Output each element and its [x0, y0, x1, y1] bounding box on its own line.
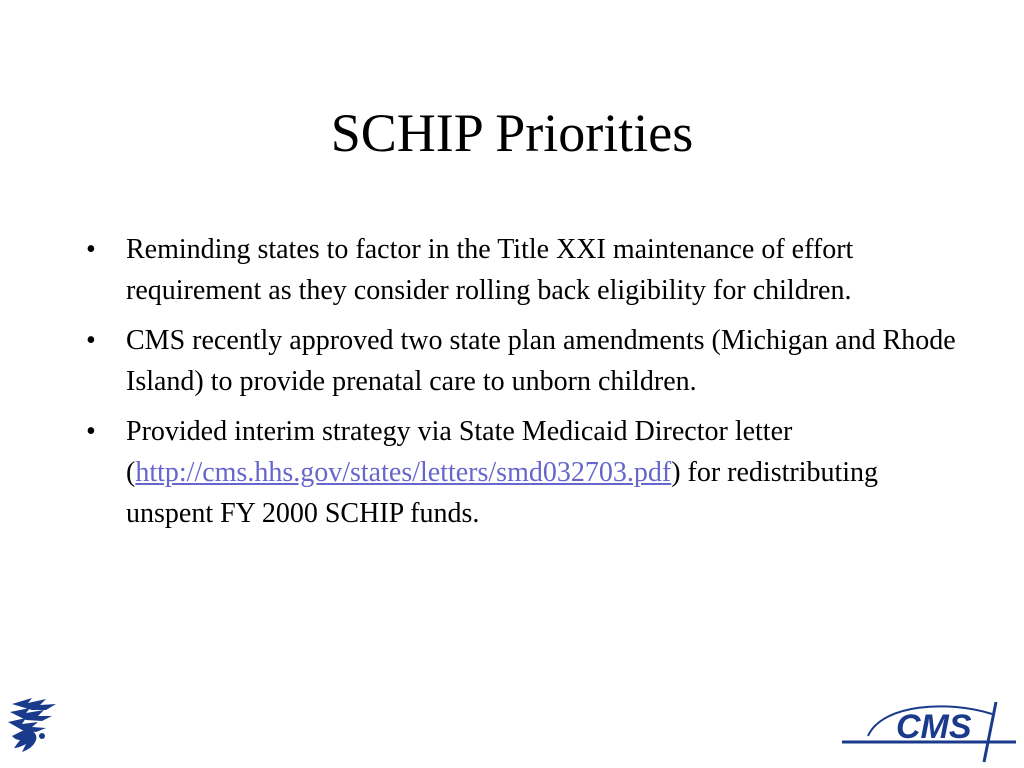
bullet-marker: • [86, 234, 96, 265]
bullet-marker: • [86, 325, 96, 356]
smd-letter-link[interactable]: http://cms.hhs.gov/states/letters/smd032703.pdf [135, 457, 672, 488]
cms-logo-text: CMS [896, 708, 972, 746]
bullet-text: Reminding states to factor in the Title XXI maintenance of effort requirement as they consider rolling back eligibility for children. [126, 234, 854, 306]
cms-logo-icon [838, 696, 1022, 766]
bullet-text-after: ) for redistributing unspent FY 2000 SCHIP funds. [126, 457, 879, 529]
bullet-item [80, 320, 960, 402]
bullet-item [80, 229, 960, 311]
bullet-text: CMS recently approved two state plan amendments (Michigan and Rhode Island) to provide prenatal care to unborn children. [126, 325, 956, 397]
bullet-text-before: Provided interim strategy via State Medicaid Director letter ( [126, 416, 793, 488]
hhs-eagle-logo-icon [2, 690, 66, 754]
bullet-marker: • [86, 416, 96, 447]
bullet-item [80, 411, 960, 534]
bullet-list [80, 229, 960, 543]
slide-title: SCHIP Priorities [330, 103, 694, 163]
